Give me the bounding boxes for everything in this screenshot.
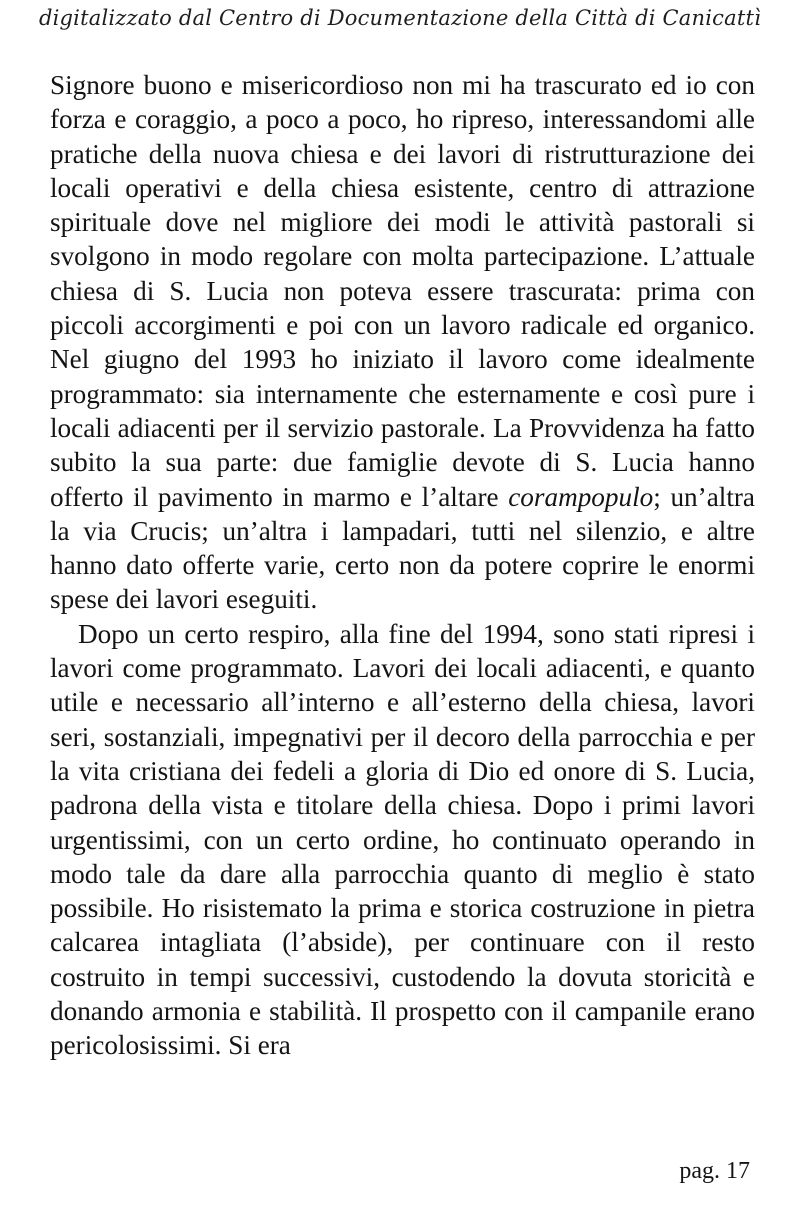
page-number: pag. 17: [679, 1158, 750, 1184]
page-body: [50, 68, 755, 1063]
paragraph-1-text-start: Signore buono e misericordioso non mi ha trascurato ed io con forza e coraggio, a poco a poco, ho ripreso, interessandomi alle pratiche della nuova chiesa e dei lavori di ristrutturazione dei locali operativi e della chiesa esistente, centro di attrazione spirituale dove nel migliore dei modi le attività pastorali si svolgono in modo regolare con molta partecipazione. L’attuale chiesa di S. Lucia non poteva essere trascurata: prima con piccoli accorgimenti e poi con un lavoro radicale ed organico. Nel giugno del 1993 ho iniziato il lavoro come idealmente programmato: sia internamente che esternamente e così pure i locali adiacenti per il servizio pastorale. La Provvidenza ha fatto subito la sua parte: due famiglie devote di S. Lucia hanno offerto il pavimento in marmo e l’altare: [50, 70, 755, 512]
digitization-watermark: digitalizzato dal Centro di Documentazione della Città di Canicattì: [38, 6, 762, 30]
paragraph-2: Dopo un certo respiro, alla fine del 1994, sono stati ripresi i lavori come programmato. Lavori dei locali adiacenti, e quanto utile e necessario all’interno e all’esterno della chiesa, lavori seri, sostanziali, impegnativi per il decoro della parrocchia e per la vita cristiana dei fedeli a gloria di Dio ed onore di S. Lucia, padrona della vista e titolare della chiesa. Dopo i primi lavori urgentissimi, con un certo ordine, ho continuato operando in modo tale da dare alla parrocchia quanto di meglio è stato possibile. Ho risistemato la prima e storica costruzione in pietra calcarea intagliata (l’abside), per continuare con il resto costruito in tempi successivi, custodendo la dovuta storicità e donando armonia e stabilità. Il prospetto con il campanile erano pericolosissimi. Si era: [50, 618, 755, 1061]
paragraph-1-text-end: ; un’altra la via Crucis; un’altra i lampadari, tutti nel silenzio, e altre hanno dato offerte varie, certo non da potere coprire le enormi spese dei lavori eseguiti.: [50, 481, 755, 615]
paragraph-1-italic-term: corampopulo: [508, 481, 654, 512]
paragraph-1: [50, 68, 755, 617]
